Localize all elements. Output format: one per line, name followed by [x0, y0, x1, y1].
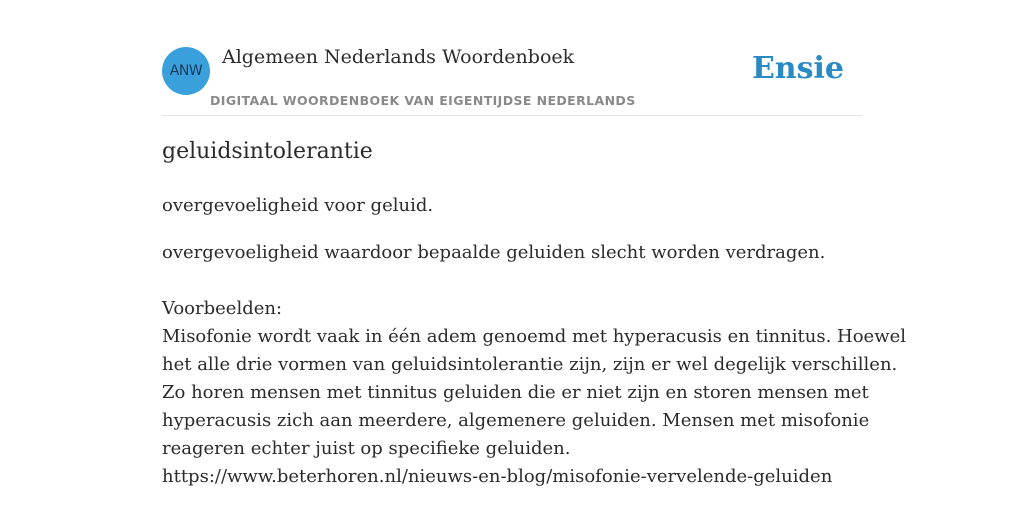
example-line: reageren echter juist op specifieke geluiden.: [162, 438, 571, 459]
definition-2: overgevoeligheid waardoor bepaalde geluiden slecht worden verdragen.: [162, 242, 826, 263]
anw-logo[interactable]: [162, 47, 210, 95]
definition-1: overgevoeligheid voor geluid.: [162, 195, 434, 216]
examples-label: Voorbeelden:: [162, 298, 283, 319]
examples-section: [162, 295, 907, 491]
ensie-brand-logo[interactable]: Ensie: [751, 51, 844, 86]
dictionary-subtitle: DIGITAAL WOORDENBOEK VAN EIGENTIJDSE NEDERLANDS: [210, 93, 636, 108]
example-line: Zo horen mensen met tinnitus geluiden die er niet zijn en storen mensen met: [162, 382, 869, 403]
page-header: [162, 46, 862, 116]
example-source-link[interactable]: https://www.beterhoren.nl/nieuws-en-blog/misofonie-vervelende-geluiden: [162, 466, 833, 487]
headword: geluidsintolerantie: [162, 139, 373, 164]
example-line: het alle drie vormen van geluidsintolerantie zijn, zijn er wel degelijk verschillen.: [162, 354, 898, 375]
dictionary-title[interactable]: Algemeen Nederlands Woordenboek: [222, 46, 575, 68]
anw-logo-text: ANW: [169, 63, 203, 79]
example-line: Misofonie wordt vaak in één adem genoemd met hyperacusis en tinnitus. Hoewel: [162, 326, 907, 347]
example-line: hyperacusis zich aan meerdere, algemenere geluiden. Mensen met misofonie: [162, 410, 870, 431]
